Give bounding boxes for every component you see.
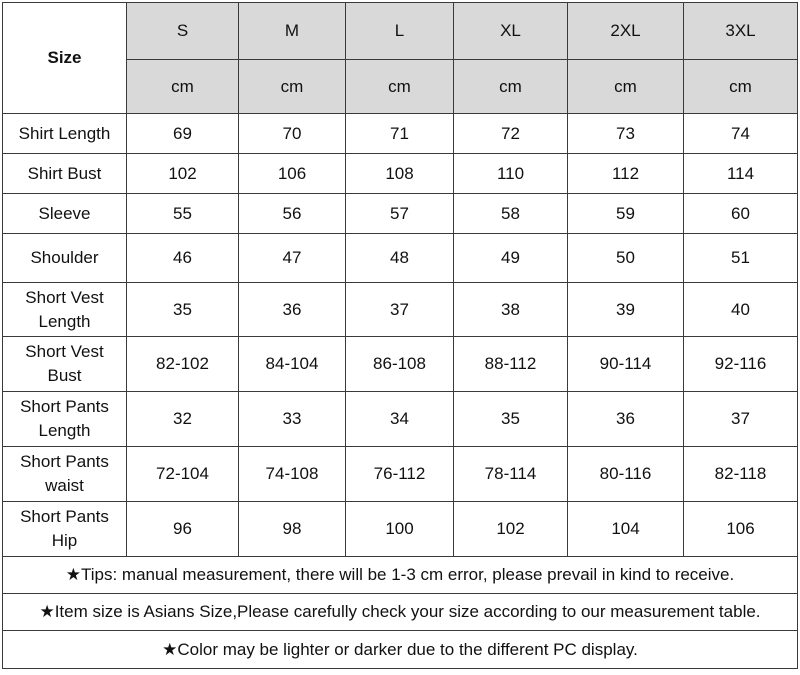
unit-header-cell: cm	[684, 60, 798, 114]
table-cell: 106	[239, 154, 346, 194]
table-cell: 40	[684, 283, 798, 337]
table-cell: 46	[127, 234, 239, 283]
table-cell: 90-114	[568, 337, 684, 392]
table-cell: 50	[568, 234, 684, 283]
table-cell: 82-102	[127, 337, 239, 392]
table-cell: 82-118	[684, 447, 798, 502]
table-cell: 37	[684, 392, 798, 447]
tip-text: ★Item size is Asians Size,Please carefully check your size according to our measurement table.	[3, 594, 798, 631]
table-cell: 100	[346, 502, 454, 557]
size-corner-label: Size	[3, 3, 127, 114]
row-label-line: Length	[38, 311, 91, 331]
tip-text: ★Color may be lighter or darker due to the different PC display.	[3, 631, 798, 669]
table-cell: 104	[568, 502, 684, 557]
row-label: Shoulder	[3, 234, 127, 283]
table-cell: 110	[454, 154, 568, 194]
table-row	[3, 234, 798, 283]
size-header-row	[3, 3, 798, 60]
table-cell: 35	[454, 392, 568, 447]
table-cell: 76-112	[346, 447, 454, 502]
unit-header-cell: cm	[346, 60, 454, 114]
table-row	[3, 337, 798, 392]
tip-row	[3, 631, 798, 669]
table-row	[3, 154, 798, 194]
table-cell: 47	[239, 234, 346, 283]
unit-header-cell: cm	[239, 60, 346, 114]
table-cell: 73	[568, 114, 684, 154]
table-row	[3, 502, 798, 557]
size-table	[2, 2, 798, 669]
table-cell: 70	[239, 114, 346, 154]
size-header-cell: 3XL	[684, 3, 798, 60]
size-header-cell: S	[127, 3, 239, 60]
table-cell: 55	[127, 194, 239, 234]
table-cell: 32	[127, 392, 239, 447]
row-label-line: Short Vest	[25, 342, 104, 361]
table-cell: 114	[684, 154, 798, 194]
table-cell: 71	[346, 114, 454, 154]
unit-header-cell: cm	[454, 60, 568, 114]
table-cell: 51	[684, 234, 798, 283]
table-cell: 80-116	[568, 447, 684, 502]
table-cell: 49	[454, 234, 568, 283]
tip-row	[3, 557, 798, 594]
row-label: Sleeve	[3, 194, 127, 234]
table-cell: 58	[454, 194, 568, 234]
table-cell: 102	[127, 154, 239, 194]
row-label-line: Short Vest	[25, 287, 104, 307]
row-label	[3, 392, 127, 447]
table-cell: 84-104	[239, 337, 346, 392]
row-label: Shirt Bust	[3, 154, 127, 194]
table-cell: 72	[454, 114, 568, 154]
table-cell: 86-108	[346, 337, 454, 392]
row-label-line: Bust	[47, 366, 82, 385]
table-row	[3, 114, 798, 154]
table-cell: 36	[239, 283, 346, 337]
table-cell: 33	[239, 392, 346, 447]
table-cell: 96	[127, 502, 239, 557]
table-cell: 59	[568, 194, 684, 234]
row-label-line: waist	[45, 476, 84, 495]
row-label-line: Short Pants	[20, 452, 109, 471]
table-cell: 98	[239, 502, 346, 557]
row-label-line: Short Pants	[20, 507, 109, 526]
table-cell: 72-104	[127, 447, 239, 502]
table-row	[3, 194, 798, 234]
row-label	[3, 447, 127, 502]
table-row	[3, 447, 798, 502]
unit-header-cell: cm	[127, 60, 239, 114]
row-label	[3, 502, 127, 557]
table-cell: 112	[568, 154, 684, 194]
size-header-cell: 2XL	[568, 3, 684, 60]
table-cell: 78-114	[454, 447, 568, 502]
table-row	[3, 392, 798, 447]
size-header-cell: M	[239, 3, 346, 60]
table-cell: 108	[346, 154, 454, 194]
table-cell: 106	[684, 502, 798, 557]
size-header-cell: L	[346, 3, 454, 60]
table-cell: 37	[346, 283, 454, 337]
row-label	[3, 283, 127, 337]
size-header-cell: XL	[454, 3, 568, 60]
table-cell: 36	[568, 392, 684, 447]
tip-text: ★Tips: manual measurement, there will be 1-3 cm error, please prevail in kind to receive.	[3, 557, 798, 594]
table-cell: 35	[127, 283, 239, 337]
tip-row	[3, 594, 798, 631]
unit-header-cell: cm	[568, 60, 684, 114]
row-label-line: Short Pants	[20, 397, 109, 416]
row-label-line: Hip	[51, 531, 78, 550]
table-cell: 60	[684, 194, 798, 234]
table-cell: 69	[127, 114, 239, 154]
row-label: Shirt Length	[3, 114, 127, 154]
table-cell: 88-112	[454, 337, 568, 392]
table-cell: 34	[346, 392, 454, 447]
row-label-line: Length	[38, 421, 91, 440]
table-row	[3, 283, 798, 337]
table-cell: 48	[346, 234, 454, 283]
table-cell: 102	[454, 502, 568, 557]
table-cell: 74-108	[239, 447, 346, 502]
row-label	[3, 337, 127, 392]
table-cell: 92-116	[684, 337, 798, 392]
table-cell: 39	[568, 283, 684, 337]
table-cell: 38	[454, 283, 568, 337]
table-cell: 74	[684, 114, 798, 154]
table-cell: 57	[346, 194, 454, 234]
table-cell: 56	[239, 194, 346, 234]
